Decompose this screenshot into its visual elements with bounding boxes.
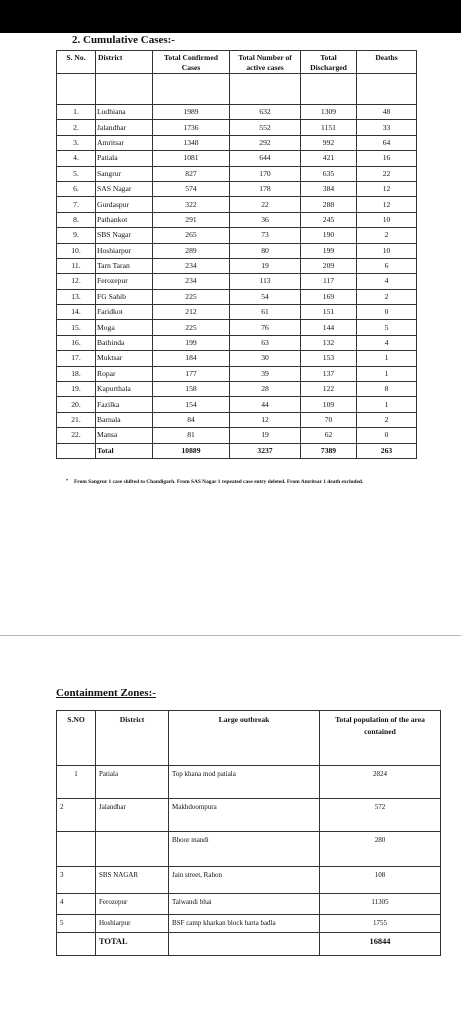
cell-sno: 6. bbox=[57, 181, 96, 196]
header-discharged: Total Discharged bbox=[301, 51, 357, 74]
cell-confirmed: 154 bbox=[153, 397, 230, 412]
table-row bbox=[57, 335, 417, 350]
cell-active: 632 bbox=[230, 105, 301, 120]
cell-sno: 3. bbox=[57, 135, 96, 150]
header-district: District bbox=[96, 51, 153, 74]
cell-deaths: 48 bbox=[357, 105, 417, 120]
cell-deaths: 64 bbox=[357, 135, 417, 150]
table-row bbox=[57, 894, 441, 915]
cell-outbreak bbox=[169, 933, 320, 956]
cell-confirmed: 574 bbox=[153, 181, 230, 196]
table-row bbox=[57, 243, 417, 258]
table-row bbox=[57, 228, 417, 243]
cell-active: 113 bbox=[230, 274, 301, 289]
cell-discharged: 122 bbox=[301, 382, 357, 397]
cell-active: 30 bbox=[230, 351, 301, 366]
cell-confirmed: 184 bbox=[153, 351, 230, 366]
cell-sno bbox=[57, 443, 96, 458]
cell-district: Ropar bbox=[96, 366, 153, 381]
cell-district: Tarn Taran bbox=[96, 258, 153, 273]
cell-deaths: 10 bbox=[357, 243, 417, 258]
cell-deaths: 6 bbox=[357, 258, 417, 273]
cell-population: 16844 bbox=[320, 933, 441, 956]
table-row bbox=[57, 351, 417, 366]
cell-sno: 18. bbox=[57, 366, 96, 381]
table-row bbox=[57, 320, 417, 335]
cell-district: Bathinda bbox=[96, 335, 153, 350]
cell-discharged: 132 bbox=[301, 335, 357, 350]
cell-sno: 1. bbox=[57, 105, 96, 120]
cell-deaths: 1 bbox=[357, 397, 417, 412]
table-header-row bbox=[57, 51, 417, 74]
cell-outbreak: BSF camp kharkan block harta badla bbox=[169, 915, 320, 933]
table-row bbox=[57, 212, 417, 227]
cell-confirmed: 1348 bbox=[153, 135, 230, 150]
cell-discharged: 169 bbox=[301, 289, 357, 304]
cell-district: Moga bbox=[96, 320, 153, 335]
cell-confirmed: 1989 bbox=[153, 105, 230, 120]
table-row bbox=[57, 135, 417, 150]
cell-confirmed: 10889 bbox=[153, 443, 230, 458]
cell-active: 552 bbox=[230, 120, 301, 135]
cell-deaths: 4 bbox=[357, 335, 417, 350]
table-row bbox=[57, 428, 417, 443]
cell-active: 178 bbox=[230, 181, 301, 196]
cell-discharged: 245 bbox=[301, 212, 357, 227]
cell-discharged: 421 bbox=[301, 151, 357, 166]
cell-confirmed: 322 bbox=[153, 197, 230, 212]
cell-active: 54 bbox=[230, 289, 301, 304]
cell-district: TOTAL bbox=[96, 933, 169, 956]
cell-population: 572 bbox=[320, 799, 441, 832]
cell-discharged: 137 bbox=[301, 366, 357, 381]
cell-discharged: 153 bbox=[301, 351, 357, 366]
cumulative-cases-table bbox=[56, 50, 417, 459]
cell-discharged: 1309 bbox=[301, 105, 357, 120]
cell-district: Faridkot bbox=[96, 305, 153, 320]
cell-confirmed: 199 bbox=[153, 335, 230, 350]
header-population: Total population of the area contained bbox=[320, 711, 441, 766]
table-row bbox=[57, 397, 417, 412]
cell-sno: 5 bbox=[57, 915, 96, 933]
cell-active: 170 bbox=[230, 166, 301, 181]
cell-discharged: 992 bbox=[301, 135, 357, 150]
cell-active: 3237 bbox=[230, 443, 301, 458]
cell-sno: 15. bbox=[57, 320, 96, 335]
cell-deaths: 12 bbox=[357, 197, 417, 212]
cell-discharged: 1151 bbox=[301, 120, 357, 135]
cell-active: 19 bbox=[230, 258, 301, 273]
table-row bbox=[57, 289, 417, 304]
cell-sno: 19. bbox=[57, 382, 96, 397]
cell-confirmed: 212 bbox=[153, 305, 230, 320]
cell-discharged: 144 bbox=[301, 320, 357, 335]
cell-deaths: 33 bbox=[357, 120, 417, 135]
containment-zones-heading: Containment Zones:- bbox=[56, 687, 156, 699]
cell-confirmed: 827 bbox=[153, 166, 230, 181]
cell-discharged: 288 bbox=[301, 197, 357, 212]
cell-district: Fazilka bbox=[96, 397, 153, 412]
table-row bbox=[57, 274, 417, 289]
cell-sno: 7. bbox=[57, 197, 96, 212]
cell-sno: 11. bbox=[57, 258, 96, 273]
table-row bbox=[57, 197, 417, 212]
cell-district: Total bbox=[96, 443, 153, 458]
cell-outbreak: Top khana mod patiala bbox=[169, 766, 320, 799]
cell-sno: 22. bbox=[57, 428, 96, 443]
cell-confirmed: 225 bbox=[153, 320, 230, 335]
total-row bbox=[57, 443, 417, 458]
cell-district: Pathankot bbox=[96, 212, 153, 227]
cell-deaths: 2 bbox=[357, 412, 417, 427]
cell-population: 2824 bbox=[320, 766, 441, 799]
cell-sno: 20. bbox=[57, 397, 96, 412]
cell-sno: 10. bbox=[57, 243, 96, 258]
cell-district: Kapurthala bbox=[96, 382, 153, 397]
cell-confirmed: 291 bbox=[153, 212, 230, 227]
table-row bbox=[57, 305, 417, 320]
table-row bbox=[57, 166, 417, 181]
cell-confirmed: 234 bbox=[153, 258, 230, 273]
cell-deaths: 16 bbox=[357, 151, 417, 166]
cell-sno: 4. bbox=[57, 151, 96, 166]
cell-sno: 21. bbox=[57, 412, 96, 427]
cell-district: Jalandhar bbox=[96, 120, 153, 135]
cell-district: Hoshiarpur bbox=[96, 915, 169, 933]
header-sno: S.NO bbox=[57, 711, 96, 766]
header-large-outbreak: Large outbreak bbox=[169, 711, 320, 766]
cell-active: 80 bbox=[230, 243, 301, 258]
cell-district bbox=[96, 832, 169, 867]
cell-district: Jalandhar bbox=[96, 799, 169, 832]
cell-deaths: 0 bbox=[357, 428, 417, 443]
cell-confirmed: 1736 bbox=[153, 120, 230, 135]
cell-district: Hoshiarpur bbox=[96, 243, 153, 258]
cell-district: Sangrur bbox=[96, 166, 153, 181]
cell-district: Ludhiana bbox=[96, 105, 153, 120]
cell-discharged: 70 bbox=[301, 412, 357, 427]
header-active: Total Number of active cases bbox=[230, 51, 301, 74]
cumulative-cases-heading: 2. Cumulative Cases:- bbox=[72, 34, 175, 46]
cell-discharged: 151 bbox=[301, 305, 357, 320]
table-row bbox=[57, 382, 417, 397]
table-row bbox=[57, 832, 441, 867]
cell-deaths: 4 bbox=[357, 274, 417, 289]
table-row bbox=[57, 258, 417, 273]
cell-outbreak: Bhoor mandi bbox=[169, 832, 320, 867]
cell-active: 22 bbox=[230, 197, 301, 212]
total-row bbox=[57, 933, 441, 956]
cell-discharged: 209 bbox=[301, 258, 357, 273]
cell-deaths: 0 bbox=[357, 305, 417, 320]
cell-sno: 13. bbox=[57, 289, 96, 304]
cell-district: Ferozepur bbox=[96, 274, 153, 289]
cell-active: 44 bbox=[230, 397, 301, 412]
cell-deaths: 263 bbox=[357, 443, 417, 458]
cell-district: Amritsar bbox=[96, 135, 153, 150]
cell-confirmed: 84 bbox=[153, 412, 230, 427]
cell-sno: 2. bbox=[57, 120, 96, 135]
cell-active: 19 bbox=[230, 428, 301, 443]
cell-active: 12 bbox=[230, 412, 301, 427]
table-row bbox=[57, 766, 441, 799]
cell-outbreak: Jain street, Rahon bbox=[169, 867, 320, 894]
cell-sno: 14. bbox=[57, 305, 96, 320]
cell-sno: 16. bbox=[57, 335, 96, 350]
table-row bbox=[57, 867, 441, 894]
cell-active: 292 bbox=[230, 135, 301, 150]
cell-discharged: 109 bbox=[301, 397, 357, 412]
cell-population: 11305 bbox=[320, 894, 441, 915]
cell-district: Gurdaspur bbox=[96, 197, 153, 212]
cell-deaths: 2 bbox=[357, 289, 417, 304]
cell-confirmed: 289 bbox=[153, 243, 230, 258]
cell-confirmed: 265 bbox=[153, 228, 230, 243]
cumulative-table-body bbox=[57, 74, 417, 459]
cell-sno: 1 bbox=[57, 766, 96, 799]
cell-active: 76 bbox=[230, 320, 301, 335]
cell-active: 28 bbox=[230, 382, 301, 397]
cell-deaths: 22 bbox=[357, 166, 417, 181]
cell-sno: 12. bbox=[57, 274, 96, 289]
cell-discharged: 7389 bbox=[301, 443, 357, 458]
table-row bbox=[57, 181, 417, 196]
table-row bbox=[57, 105, 417, 120]
cell-district: FG Sahib bbox=[96, 289, 153, 304]
footnote-bullet: • bbox=[66, 478, 69, 484]
cell-deaths: 2 bbox=[357, 228, 417, 243]
table-spacer-row bbox=[57, 74, 417, 105]
header-deaths: Deaths bbox=[357, 51, 417, 74]
cell-discharged: 384 bbox=[301, 181, 357, 196]
cell-confirmed: 1081 bbox=[153, 151, 230, 166]
table-header-row bbox=[57, 711, 441, 766]
cell-discharged: 199 bbox=[301, 243, 357, 258]
cell-deaths: 5 bbox=[357, 320, 417, 335]
cell-sno: 2 bbox=[57, 799, 96, 832]
table-row bbox=[57, 151, 417, 166]
cell-district: Mansa bbox=[96, 428, 153, 443]
cell-population: 1755 bbox=[320, 915, 441, 933]
cell-population: 280 bbox=[320, 832, 441, 867]
cell-confirmed: 234 bbox=[153, 274, 230, 289]
header-sno: S. No. bbox=[57, 51, 96, 74]
table-row bbox=[57, 366, 417, 381]
cell-confirmed: 225 bbox=[153, 289, 230, 304]
cell-outbreak: Talwandi bhai bbox=[169, 894, 320, 915]
table-row bbox=[57, 915, 441, 933]
cell-sno: 17. bbox=[57, 351, 96, 366]
cell-active: 36 bbox=[230, 212, 301, 227]
header-confirmed: Total Confirmed Cases bbox=[153, 51, 230, 74]
cell-discharged: 190 bbox=[301, 228, 357, 243]
cell-discharged: 635 bbox=[301, 166, 357, 181]
cell-active: 644 bbox=[230, 151, 301, 166]
cell-deaths: 8 bbox=[357, 382, 417, 397]
cell-district: Barnala bbox=[96, 412, 153, 427]
header-district: District bbox=[96, 711, 169, 766]
cell-deaths: 1 bbox=[357, 351, 417, 366]
cell-deaths: 10 bbox=[357, 212, 417, 227]
cell-sno: 3 bbox=[57, 867, 96, 894]
cell-confirmed: 81 bbox=[153, 428, 230, 443]
cell-active: 39 bbox=[230, 366, 301, 381]
cell-sno: 9. bbox=[57, 228, 96, 243]
containment-table-body bbox=[57, 766, 441, 956]
containment-zones-table bbox=[56, 710, 441, 956]
cell-outbreak: Makhdoompura bbox=[169, 799, 320, 832]
page-divider bbox=[0, 635, 461, 636]
table-row bbox=[57, 799, 441, 832]
table-row bbox=[57, 120, 417, 135]
cell-district: SBS NAGAR bbox=[96, 867, 169, 894]
cell-active: 73 bbox=[230, 228, 301, 243]
cell-sno: 8. bbox=[57, 212, 96, 227]
cell-sno bbox=[57, 933, 96, 956]
cell-population: 108 bbox=[320, 867, 441, 894]
cell-sno: 5. bbox=[57, 166, 96, 181]
cell-district: Ferozepur bbox=[96, 894, 169, 915]
cell-district: Patiala bbox=[96, 151, 153, 166]
table-row bbox=[57, 412, 417, 427]
footnote-text: From Sangrur 1 case shifted to Chandigarh. From SAS Nagar 1 repeated case entry deleted. From Amritsar 1 death excluded. bbox=[74, 479, 364, 485]
cell-deaths: 12 bbox=[357, 181, 417, 196]
cell-active: 63 bbox=[230, 335, 301, 350]
cell-district: SAS Nagar bbox=[96, 181, 153, 196]
cell-confirmed: 177 bbox=[153, 366, 230, 381]
cell-deaths: 1 bbox=[357, 366, 417, 381]
cell-district: Patiala bbox=[96, 766, 169, 799]
cell-discharged: 117 bbox=[301, 274, 357, 289]
cell-active: 61 bbox=[230, 305, 301, 320]
cell-discharged: 62 bbox=[301, 428, 357, 443]
cell-sno: 4 bbox=[57, 894, 96, 915]
cell-district: Muktsar bbox=[96, 351, 153, 366]
cell-district: SBS Nagar bbox=[96, 228, 153, 243]
cell-confirmed: 158 bbox=[153, 382, 230, 397]
cell-sno bbox=[57, 832, 96, 867]
top-black-bar bbox=[0, 0, 461, 33]
